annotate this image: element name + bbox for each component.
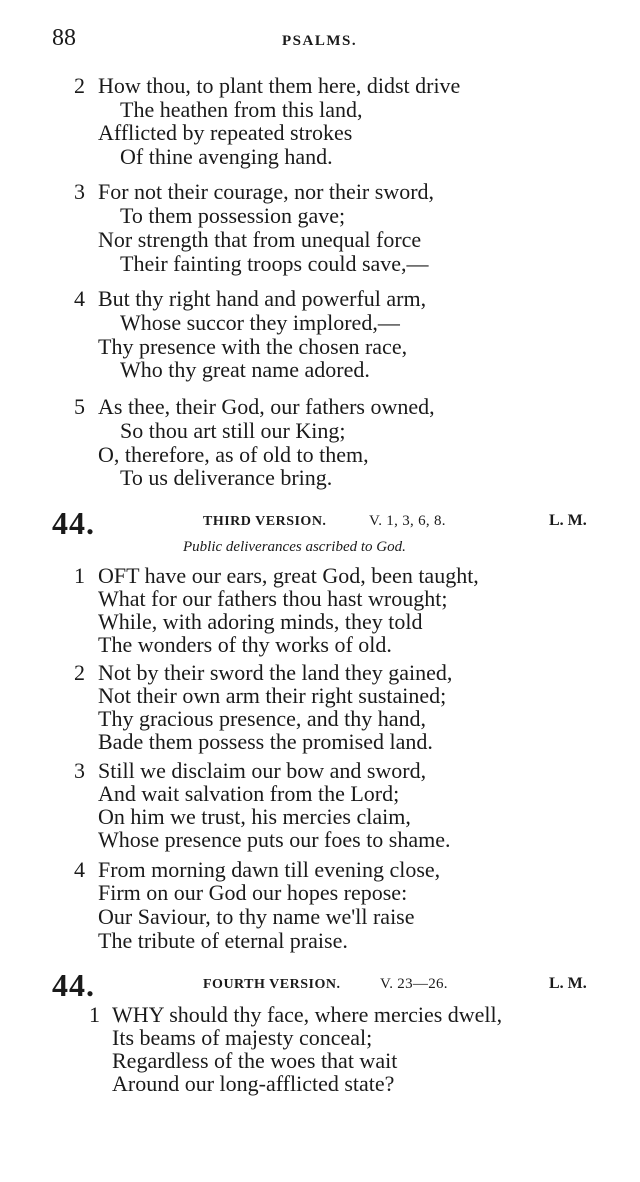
stanza-number: 4 — [74, 857, 85, 882]
verse-reference: V. 1, 3, 6, 8. — [369, 513, 446, 529]
verse-line: Their fainting troops could save,— — [120, 251, 429, 276]
verse-line: Nor strength that from unequal force — [98, 227, 422, 252]
stanza-number: 1 — [74, 563, 85, 588]
stanza-number: 5 — [74, 394, 85, 419]
verse-reference: V. 23—26. — [380, 976, 448, 992]
verse-line: O, therefore, as of old to them, — [98, 442, 369, 467]
verse-line: Who thy great name adored. — [120, 357, 370, 382]
verse-line: As thee, their God, our fathers owned, — [98, 394, 435, 419]
verse-line: Our Saviour, to thy name we'll raise — [98, 904, 415, 929]
page-number: 88 — [52, 25, 76, 51]
verse-line: Afflicted by repeated strokes — [98, 120, 353, 145]
verse-line: To us deliverance bring. — [120, 465, 333, 490]
hymn-number: 44. — [52, 967, 95, 1003]
verse-line: So thou art still our King; — [120, 418, 346, 443]
hymn-number: 44. — [52, 505, 95, 541]
version-title: THIRD VERSION. — [203, 514, 327, 529]
verse-line: The wonders of thy works of old. — [98, 632, 392, 657]
verse-line: Not their own arm their right sustained; — [98, 683, 447, 708]
running-head: PSALMS. — [282, 33, 358, 49]
version-title: FOURTH VERSION. — [203, 977, 341, 992]
verse-line: Of thine avenging hand. — [120, 144, 333, 169]
hymn-subtitle: Public deliverances ascribed to God. — [183, 539, 406, 555]
verse-line: To them possession gave; — [120, 203, 346, 228]
verse-line: Whose succor they implored,— — [120, 310, 400, 335]
verse-line: But thy right hand and powerful arm, — [98, 286, 427, 311]
verse-line: And wait salvation from the Lord; — [98, 781, 400, 806]
verse-line: The heathen from this land, — [120, 97, 363, 122]
verse-line: How thou, to plant them here, didst drive — [98, 73, 461, 98]
verse-line: Around our long-afflicted state? — [112, 1071, 395, 1096]
verse-line: For not their courage, nor their sword, — [98, 179, 435, 204]
verse-line: While, with adoring minds, they told — [98, 609, 423, 634]
verse-line: OFT have our ears, great God, been taught, — [98, 563, 479, 588]
verse-line: Bade them possess the promised land. — [98, 729, 433, 754]
verse-line: The tribute of eternal praise. — [98, 928, 348, 953]
verse-line: Not by their sword the land they gained, — [98, 660, 453, 685]
stanza-number: 1 — [89, 1002, 100, 1027]
verse-line: Its beams of majesty conceal; — [112, 1025, 373, 1050]
verse-line: Regardless of the woes that wait — [112, 1048, 398, 1073]
meter-label: L. M. — [549, 975, 587, 992]
stanza-number: 3 — [74, 179, 85, 204]
stanza-number: 4 — [74, 286, 85, 311]
verse-line: Whose presence puts our foes to shame. — [98, 827, 451, 852]
verse-line: On him we trust, his mercies claim, — [98, 804, 411, 829]
verse-line: From morning dawn till evening close, — [98, 857, 441, 882]
verse-line: Firm on our God our hopes repose: — [98, 880, 408, 905]
meter-label: L. M. — [549, 512, 587, 529]
verse-line: Thy gracious presence, and thy hand, — [98, 706, 427, 731]
verse-line: WHY should thy face, where mercies dwell, — [112, 1002, 503, 1027]
stanza-number: 2 — [74, 660, 85, 685]
stanza-number: 3 — [74, 758, 85, 783]
verse-line: What for our fathers thou hast wrought; — [98, 586, 448, 611]
verse-line: Still we disclaim our bow and sword, — [98, 758, 427, 783]
stanza-number: 2 — [74, 73, 85, 98]
verse-line: Thy presence with the chosen race, — [98, 334, 408, 359]
